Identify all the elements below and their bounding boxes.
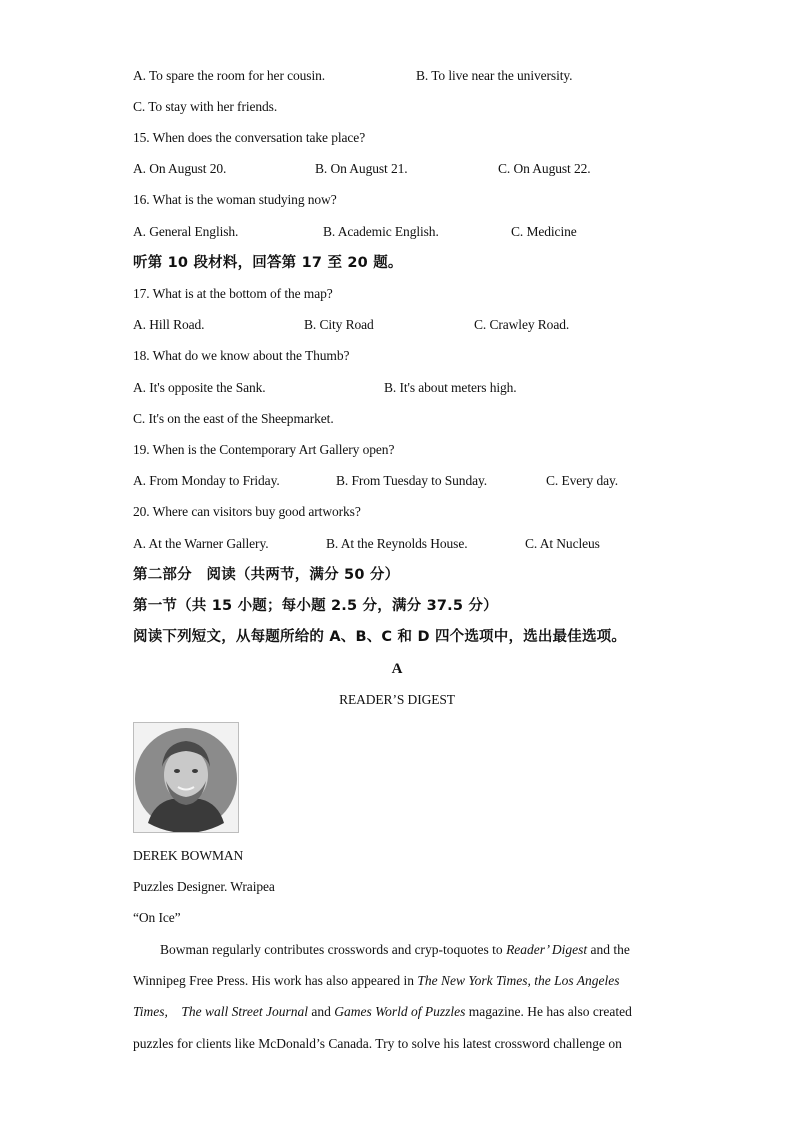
- q20-option-c: C. At Nucleus: [525, 536, 600, 551]
- q18-option-b: B. It's about meters high.: [384, 380, 517, 395]
- paragraph-text-3: [168, 1004, 182, 1019]
- paragraph-italic-readers-digest: Reader’ Digest: [506, 942, 588, 957]
- paragraph-italic-newspapers: The New York Times, the Los Angeles Times,: [133, 973, 620, 1020]
- passage-title: READER’S DIGEST: [339, 692, 455, 707]
- q18-question: 18. What do we know about the Thumb?: [133, 348, 350, 363]
- q19-option-b: B. From Tuesday to Sunday.: [336, 473, 488, 488]
- paragraph-text-2: and the Winnipeg Free Press. His work has also appeared in: [133, 942, 630, 989]
- q19-option-c: C. Every day.: [546, 473, 619, 488]
- q14-option-b: B. To live near the university.: [416, 68, 573, 83]
- paragraph-text-4: and: [308, 1004, 335, 1020]
- q17-question: 17. What is at the bottom of the map?: [133, 286, 333, 301]
- q20-option-b: B. At the Reynolds House.: [326, 536, 468, 551]
- bio-paragraph: [133, 934, 653, 1059]
- reading-section-title: 第一节（共 15 小题；每小题 2.5 分，满分 37.5 分）: [133, 598, 498, 614]
- q19-option-a: A. From Monday to Friday.: [133, 473, 280, 488]
- passage-letter: A: [391, 661, 403, 677]
- portrait-photo: [133, 722, 239, 833]
- person-name: DEREK BOWMAN: [133, 848, 244, 863]
- q15-question: 15. When does the conversation take place?: [133, 130, 366, 145]
- q20-question: 20. Where can visitors buy good artworks?: [133, 504, 361, 519]
- q14-option-c: C. To stay with her friends.: [133, 99, 278, 114]
- q18-option-c: C. It's on the east of the Sheepmarket.: [133, 411, 334, 426]
- q14-option-a: A. To spare the room for her cousin.: [133, 68, 326, 83]
- q17-option-c: C. Crawley Road.: [474, 317, 570, 332]
- q19-question: 19. When is the Contemporary Art Gallery open?: [133, 442, 395, 457]
- q16-option-a: A. General English.: [133, 224, 239, 239]
- q15-option-c: C. On August 22.: [498, 161, 591, 176]
- reading-part-title: 第二部分 阅读（共两节，满分 50 分）: [133, 567, 400, 583]
- paragraph-italic-wsj: The wall Street Journal: [181, 1004, 309, 1020]
- q16-question: 16. What is the woman studying now?: [133, 192, 337, 207]
- q17-option-b: B. City Road: [304, 317, 374, 332]
- q20-option-a: A. At the Warner Gallery.: [133, 536, 269, 551]
- q15-option-b: B. On August 21.: [315, 161, 408, 176]
- puzzle-title: “On Ice”: [133, 910, 181, 925]
- paragraph-text-5: magazine. He has also created puzzles for clients like McDonald’s Canada. Try to solve his latest crossword challenge on: [133, 1004, 632, 1051]
- q18-option-a: A. It's opposite the Sank.: [133, 380, 266, 395]
- q17-option-a: A. Hill Road.: [133, 317, 205, 332]
- person-role: Puzzles Designer. Wraipea: [133, 879, 275, 894]
- q15-option-a: A. On August 20.: [133, 161, 227, 176]
- reading-instruction: 阅读下列短文，从每题所给的 A、B、C 和 D 四个选项中，选出最佳选项。: [133, 629, 627, 645]
- portrait-image: [134, 723, 238, 832]
- section10-instruction: 听第 10 段材料，回答第 17 至 20 题。: [133, 255, 403, 271]
- paragraph-italic-games-world: Games World of Puzzles: [334, 1004, 466, 1020]
- paragraph-text-1: Bowman regularly contributes crosswords and cryp-toquotes to: [160, 942, 507, 957]
- q16-option-b: B. Academic English.: [323, 224, 439, 239]
- q16-option-c: C. Medicine: [511, 224, 577, 239]
